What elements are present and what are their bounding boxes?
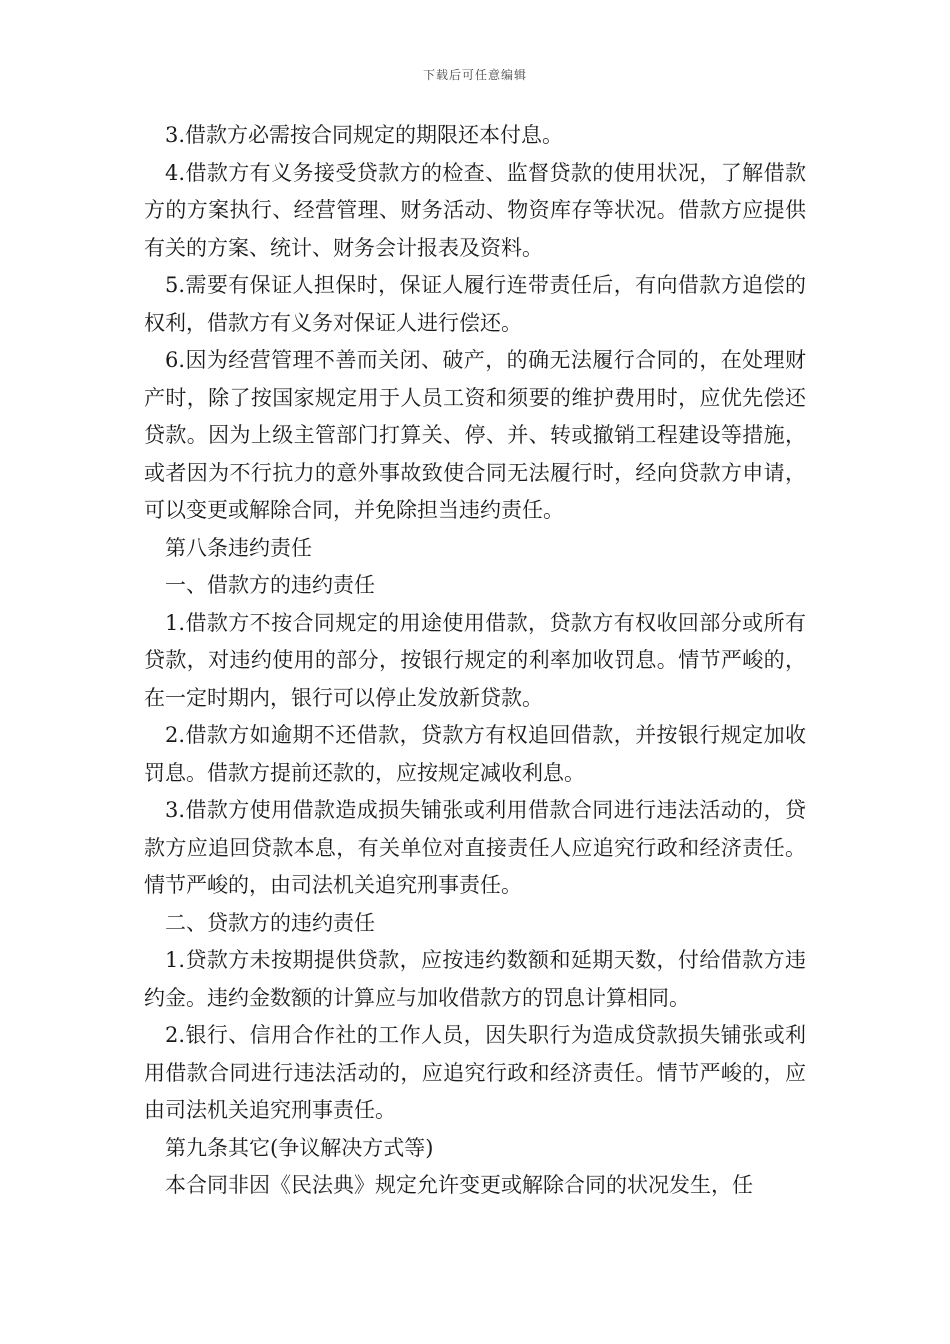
paragraph-clause-7-4: 4.借款方有义务接受贷款方的检查、监督贷款的使用状况，了解借款方的方案执行、经营管理、财务活动、物资库存等状况。借款方应提供有关的方案、统计、财务会计报表及资料。 [144, 160, 806, 260]
section-heading-article-9: 第九条其它(争议解决方式等) [165, 1135, 434, 1160]
section-heading-article-8: 第八条违约责任 [165, 535, 312, 560]
subheading-lender-liability: 二、贷款方的违约责任 [165, 910, 375, 935]
paragraph-borrower-1: 1.借款方不按合同规定的用途使用借款，贷款方有权收回部分或所有贷款，对违约使用的部分，按银行规定的利率加收罚息。情节严峻的，在一定时期内，银行可以停止发放新贷款。 [144, 610, 806, 710]
page-header: 下载后可任意编辑 [422, 68, 527, 82]
paragraph-borrower-2: 2.借款方如逾期不还借款，贷款方有权追回借款，并按银行规定加收罚息。借款方提前还款的，应按规定减收利息。 [144, 723, 806, 785]
document-body [144, 117, 806, 1205]
paragraph-lender-2: 2.银行、信用合作社的工作人员，因失职行为造成贷款损失铺张或利用借款合同进行违法活动的，应追究行政和经济责任。情节严峻的，应由司法机关追究刑事责任。 [144, 1023, 806, 1122]
paragraph-clause-7-6: 6.因为经营管理不善而关闭、破产，的确无法履行合同的，在处理财产时，除了按国家规定用于人员工资和须要的维护费用时，应优先偿还贷款。因为上级主管部门打算关、停、并、转或撤销工程建设等措施，或者因为不行抗力的意外事故致使合同无法履行时，经向贷款方申请，可以变更或解除合同，并免除担当违约责任。 [144, 348, 806, 522]
paragraph-clause-7-3: 3.借款方必需按合同规定的期限还本付息。 [165, 123, 564, 147]
paragraph-borrower-3: 3.借款方使用借款造成损失铺张或利用借款合同进行违法活动的，贷款方应追回贷款本息，有关单位对直接责任人应追究行政和经济责任。情节严峻的，由司法机关追究刑事责任。 [144, 798, 806, 897]
paragraph-article-9-body: 本合同非因《民法典》规定允许变更或解除合同的状况发生，任 [165, 1173, 753, 1197]
paragraph-clause-7-5: 5.需要有保证人担保时，保证人履行连带责任后，有向借款方追偿的权利，借款方有义务对保证人进行偿还。 [144, 273, 806, 335]
subheading-borrower-liability: 一、借款方的违约责任 [165, 573, 375, 597]
paragraph-lender-1: 1.贷款方未按期提供贷款，应按违约数额和延期天数，付给借款方违约金。违约金数额的计算应与加收借款方的罚息计算相同。 [144, 948, 806, 1010]
